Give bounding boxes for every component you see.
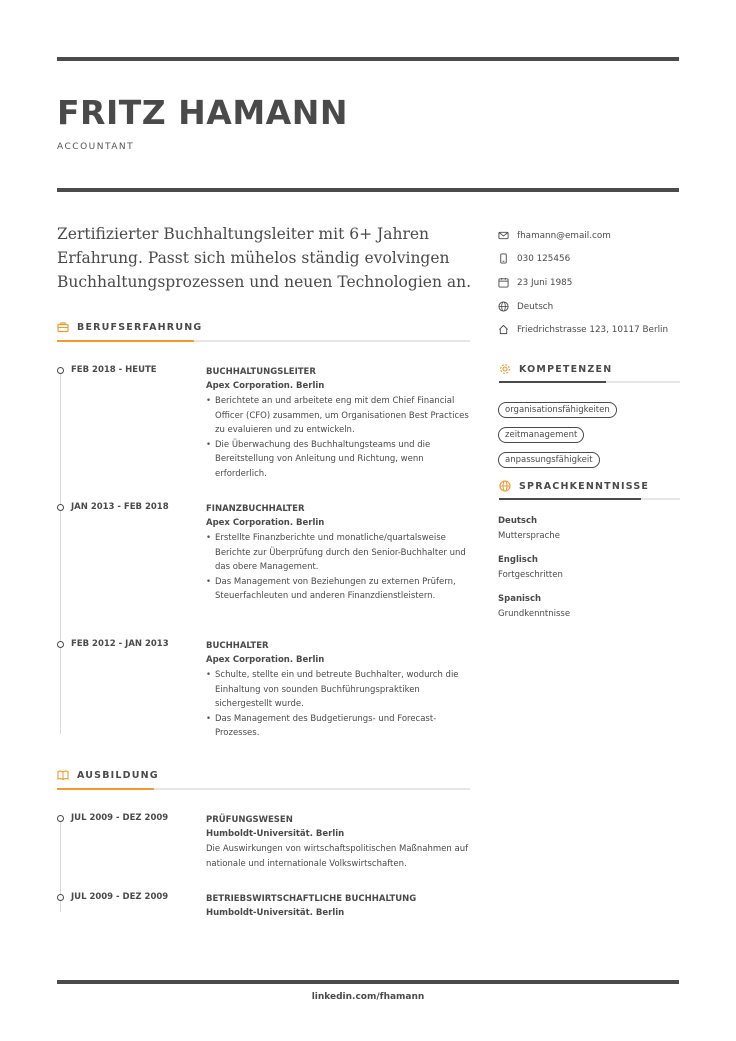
timeline-dot: [57, 504, 64, 511]
footer-linkedin-link[interactable]: linkedin.com/fhamann: [311, 992, 425, 1002]
education-heading: AUSBILDUNG: [77, 769, 159, 781]
timeline-dot: [57, 367, 64, 374]
experience-timeline: [60, 372, 61, 734]
globe-icon: [498, 301, 509, 312]
entry-date: JUL 2009 - DEZ 2009: [71, 892, 169, 902]
contact-birthday: [498, 277, 572, 288]
contact-phone[interactable]: [498, 253, 570, 264]
home-icon: [498, 324, 509, 335]
education-section-header: [57, 769, 159, 781]
entry-title: BUCHHALTER: [206, 641, 269, 651]
skills-list: [498, 397, 680, 472]
contact-nationality: [498, 301, 553, 312]
language-level: Muttersprache: [498, 531, 560, 541]
language-name: Spanisch: [498, 594, 542, 604]
entry-bullet: • Die Überwachung des Buchhaltungsteams und die Bereitstellung von Anleitung und Richtung, wenn erforderlich.: [215, 438, 476, 482]
entry-date: FEB 2012 - JAN 2013: [71, 639, 169, 649]
skill-tag: zeitmanagement: [498, 427, 584, 443]
top-rule: [57, 57, 679, 61]
entry-company: Apex Corporation. Berlin: [206, 381, 325, 391]
language-name: Deutsch: [498, 516, 538, 526]
entry-bullet: • Schulte, stellte ein und betreute Buchhalter, wodurch die Einhaltung von sounden Buchführungspraktiken sichergestellt wurde.: [215, 668, 476, 712]
entry-title: PRÜFUNGSWESEN: [206, 815, 293, 825]
education-divider: [57, 788, 470, 790]
entry-company: Apex Corporation. Berlin: [206, 655, 325, 665]
entry-school: Humboldt-Universität. Berlin: [206, 829, 345, 839]
entry-description: Die Auswirkungen von wirtschaftspolitischen Maßnahmen auf nationale und internationale Volkswirtschaften.: [206, 844, 469, 869]
entry-bullet: • Berichtete an und arbeitete eng mit dem Chief Financial Officer (CFO) zusammen, um Organisationen Best Practices zu evaluieren und zu entwickeln.: [215, 394, 476, 438]
skill-tag: organisationsfähigkeiten: [498, 402, 617, 418]
experience-section-header: [57, 321, 202, 333]
contact-nationality-text: Deutsch: [517, 301, 554, 312]
briefcase-icon: [57, 321, 69, 333]
phone-icon: [498, 253, 509, 264]
entry-bullet: • Das Management des Budgetierungs- und Forecast-Prozesses.: [215, 712, 476, 741]
skills-heading: KOMPETENZEN: [519, 363, 613, 375]
timeline-dot: [57, 815, 64, 822]
language-item: [498, 514, 560, 544]
gear-icon: [499, 363, 511, 375]
entry-title: FINANZBUCHHALTER: [206, 504, 305, 514]
languages-heading: SPRACHKENNTNISSE: [519, 480, 650, 492]
entry-bullet: • Erstellte Finanzberichte und monatliche/quartalsweise Berichte zur Überprüfung durch den Senior-Buchhalter und das obere Management.: [215, 531, 476, 575]
contact-address-text: Friedrichstrasse 123, 10117 Berlin: [517, 324, 669, 335]
calendar-icon: [498, 277, 509, 288]
languages-divider: [499, 498, 680, 500]
timeline-dot: [57, 641, 64, 648]
languages-section-header: [499, 480, 649, 492]
entry-company: Apex Corporation. Berlin: [206, 518, 325, 528]
entry-title: BUCHHALTUNGSLEITER: [206, 367, 316, 377]
skills-section-header: [499, 363, 612, 375]
skill-tag: anpassungsfähigkeit: [498, 452, 600, 468]
book-icon: [57, 769, 69, 781]
mail-icon: [498, 230, 509, 241]
resume-name: FRITZ HAMANN: [57, 93, 348, 132]
entry-bullet: • Das Management von Beziehungen zu externen Prüfern, Steuerfachleuten und anderen Finanzdienstleistern.: [215, 575, 476, 604]
language-item: [498, 553, 563, 583]
entry-date: FEB 2018 - HEUTE: [71, 365, 157, 375]
entry-school: Humboldt-Universität. Berlin: [206, 908, 345, 918]
contact-address: [498, 324, 668, 335]
language-level: Fortgeschritten: [498, 570, 563, 580]
footer-rule: [57, 980, 679, 984]
contact-phone-text: 030 125456: [517, 253, 571, 264]
entry-title: BETRIEBSWIRTSCHAFTLICHE BUCHHALTUNG: [206, 894, 417, 904]
header-bottom-rule: [57, 188, 679, 192]
entry-date: JAN 2013 - FEB 2018: [71, 502, 169, 512]
experience-heading: BERUFSERFAHRUNG: [77, 321, 203, 333]
language-item: [498, 592, 570, 622]
timeline-dot: [57, 894, 64, 901]
language-name: Englisch: [498, 555, 538, 565]
experience-divider: [57, 340, 470, 342]
entry-date: JUL 2009 - DEZ 2009: [71, 813, 169, 823]
globe-icon: [499, 480, 511, 492]
contact-email[interactable]: [498, 230, 611, 241]
profile-summary: Zertifizierter Buchhaltungsleiter mit 6+ Jahren Erfahrung. Passt sich mühelos ständig evolvingen Buchhaltungsprozessen und neuen Technologien an.: [57, 225, 472, 291]
contact-email-text: fhamann@email.com: [517, 230, 611, 241]
contact-birthday-text: 23 Juni 1985: [517, 277, 573, 288]
skills-divider: [499, 381, 680, 383]
job-title: ACCOUNTANT: [57, 142, 135, 152]
language-level: Grundkenntnisse: [498, 609, 571, 619]
